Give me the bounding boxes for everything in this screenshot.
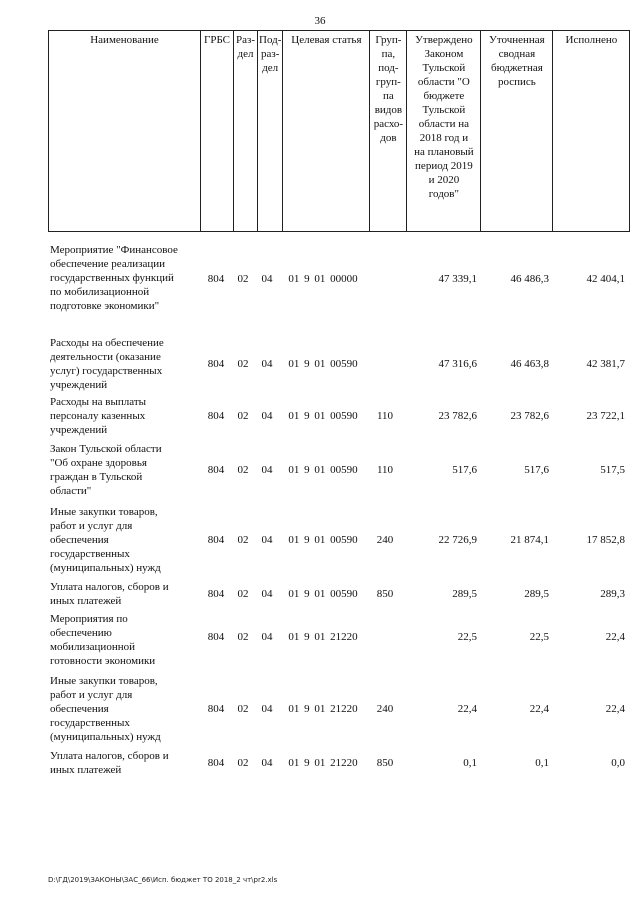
row-podrazdel: 04 xyxy=(261,588,273,600)
row-refined: 22,4 xyxy=(529,703,549,715)
row-approved: 0,1 xyxy=(463,757,477,769)
row-target-article: 01 9 01 00000 xyxy=(288,273,358,285)
row-name: Иные закупки товаров, работ и услуг для обеспечения государственных (муниципальных) нужд xyxy=(50,506,161,574)
table-header xyxy=(48,30,630,232)
row-executed: 42 381,7 xyxy=(586,358,625,370)
row-expense-group: 110 xyxy=(376,464,394,476)
row-approved: 22 726,9 xyxy=(438,534,477,546)
row-executed: 22,4 xyxy=(605,703,625,715)
row-grbs: 804 xyxy=(207,703,225,715)
row-grbs: 804 xyxy=(207,534,225,546)
row-target-article: 01 9 01 21220 xyxy=(288,631,358,643)
row-expense-group: 850 xyxy=(376,757,394,769)
row-refined: 0,1 xyxy=(535,757,549,769)
row-executed: 42 404,1 xyxy=(586,273,625,285)
row-executed: 517,5 xyxy=(600,464,625,476)
row-razdel: 02 xyxy=(237,757,249,769)
row-refined: 517,6 xyxy=(524,464,549,476)
column-header-executed: Исполнено xyxy=(553,31,630,232)
page-number: 36 xyxy=(314,15,326,27)
row-grbs: 804 xyxy=(207,410,225,422)
row-expense-group: 240 xyxy=(376,534,394,546)
row-name: Иные закупки товаров, работ и услуг для обеспечения государственных (муниципальных) нужд xyxy=(50,675,161,743)
row-name: Мероприятие "Финансовое обеспечение реализации государственных функций по мобилизационной подготовке экономики" xyxy=(50,244,178,312)
row-approved: 23 782,6 xyxy=(438,410,477,422)
row-executed: 17 852,8 xyxy=(586,534,625,546)
row-razdel: 02 xyxy=(237,631,249,643)
row-executed: 23 722,1 xyxy=(586,410,625,422)
row-podrazdel: 04 xyxy=(261,757,273,769)
row-approved: 517,6 xyxy=(452,464,477,476)
row-podrazdel: 04 xyxy=(261,410,273,422)
row-approved: 47 339,1 xyxy=(438,273,477,285)
row-podrazdel: 04 xyxy=(261,273,273,285)
row-podrazdel: 04 xyxy=(261,631,273,643)
row-razdel: 02 xyxy=(237,534,249,546)
row-grbs: 804 xyxy=(207,588,225,600)
row-grbs: 804 xyxy=(207,358,225,370)
row-name: Мероприятия по обеспечению мобилизационной готовности экономики xyxy=(50,613,156,667)
row-target-article: 01 9 01 21220 xyxy=(288,703,358,715)
column-header-grbs: ГРБС xyxy=(201,31,234,232)
row-approved: 22,5 xyxy=(457,631,477,643)
column-header-approved: Утверждено Законом Тульской области "О бюджете Тульской области на 2018 год и на плановый период 2019 и 2020 годов" xyxy=(407,31,481,232)
row-razdel: 02 xyxy=(237,588,249,600)
row-name: Закон Тульской области "Об охране здоровья граждан в Тульской области" xyxy=(50,443,162,497)
row-refined: 46 486,3 xyxy=(510,273,549,285)
row-approved: 47 316,6 xyxy=(438,358,477,370)
row-podrazdel: 04 xyxy=(261,534,273,546)
row-name: Уплата налогов, сборов и иных платежей xyxy=(50,750,169,776)
column-header-refined: Уточненная сводная бюджетная роспись xyxy=(481,31,553,232)
row-name: Расходы на выплаты персоналу казенных учреждений xyxy=(50,396,147,436)
row-podrazdel: 04 xyxy=(261,703,273,715)
row-name: Уплата налогов, сборов и иных платежей xyxy=(50,581,169,607)
row-approved: 22,4 xyxy=(457,703,477,715)
row-target-article: 01 9 01 21220 xyxy=(288,757,358,769)
row-podrazdel: 04 xyxy=(261,358,273,370)
row-grbs: 804 xyxy=(207,464,225,476)
row-razdel: 02 xyxy=(237,410,249,422)
row-target-article: 01 9 01 00590 xyxy=(288,410,358,422)
row-executed: 289,3 xyxy=(600,588,625,600)
row-razdel: 02 xyxy=(237,358,249,370)
row-approved: 289,5 xyxy=(452,588,477,600)
row-refined: 289,5 xyxy=(524,588,549,600)
row-grbs: 804 xyxy=(207,631,225,643)
column-header-target-article: Целевая статья xyxy=(283,31,370,232)
column-header-razdel: Раз- дел xyxy=(234,31,258,232)
row-razdel: 02 xyxy=(237,273,249,285)
row-name: Расходы на обеспечение деятельности (оказание услуг) государственных учреждений xyxy=(50,337,164,391)
row-refined: 22,5 xyxy=(529,631,549,643)
row-refined: 21 874,1 xyxy=(510,534,549,546)
row-grbs: 804 xyxy=(207,273,225,285)
row-expense-group: 110 xyxy=(376,410,394,422)
column-header-podrazdel: Под- раз- дел xyxy=(258,31,283,232)
row-expense-group: 850 xyxy=(376,588,394,600)
row-grbs: 804 xyxy=(207,757,225,769)
column-header-name: Наименование xyxy=(49,31,201,232)
row-razdel: 02 xyxy=(237,703,249,715)
row-podrazdel: 04 xyxy=(261,464,273,476)
column-header-expense-group: Груп- па, под- груп- па видов расхо- дов xyxy=(370,31,407,232)
row-target-article: 01 9 01 00590 xyxy=(288,588,358,600)
row-razdel: 02 xyxy=(237,464,249,476)
row-refined: 46 463,8 xyxy=(510,358,549,370)
row-refined: 23 782,6 xyxy=(510,410,549,422)
row-expense-group: 240 xyxy=(376,703,394,715)
row-target-article: 01 9 01 00590 xyxy=(288,358,358,370)
file-path-footer: D:\ГД\2019\ЗАКОНЫ\ЗАС_66\Исп. бюджет ТО 2018_2 чт\pr2.xls xyxy=(48,876,278,884)
row-target-article: 01 9 01 00590 xyxy=(288,464,358,476)
row-executed: 0,0 xyxy=(611,757,625,769)
row-target-article: 01 9 01 00590 xyxy=(288,534,358,546)
row-executed: 22,4 xyxy=(605,631,625,643)
